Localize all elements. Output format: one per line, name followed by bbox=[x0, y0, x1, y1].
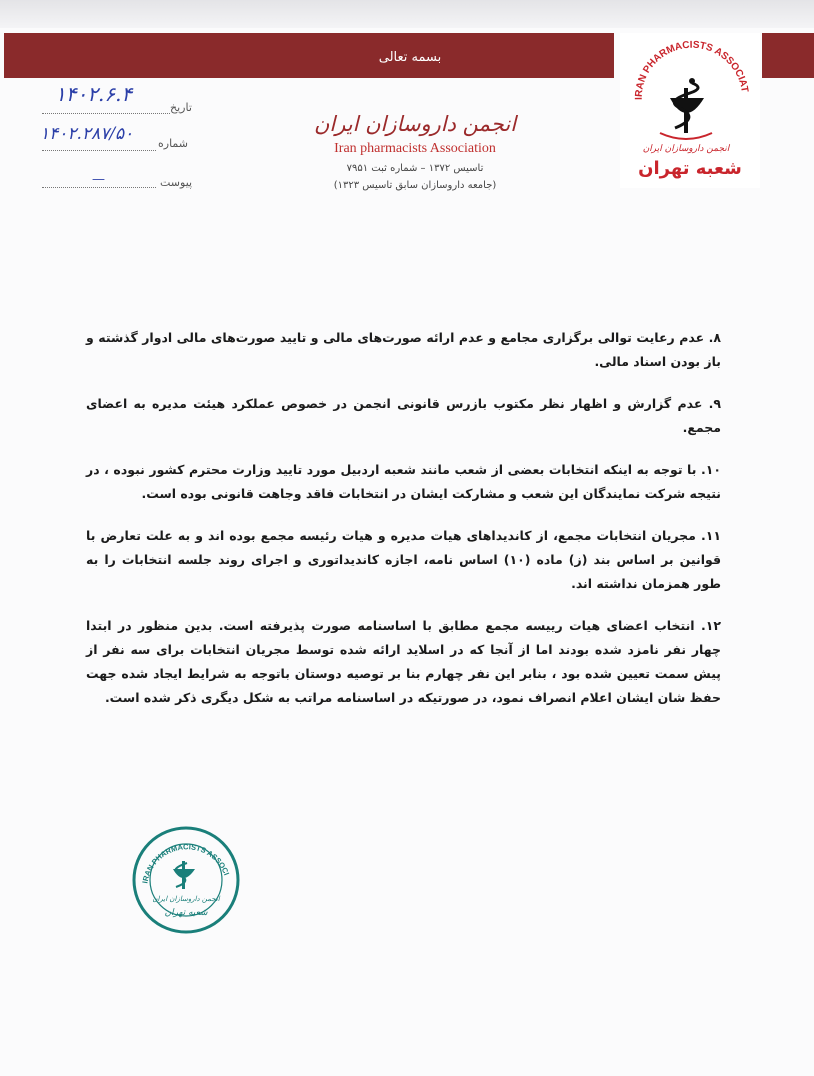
number-line bbox=[42, 150, 156, 151]
attachment-value: — bbox=[92, 172, 105, 187]
attachment-label: پیوست bbox=[160, 176, 193, 189]
stamp-branch-text: شعبه تهران bbox=[164, 908, 208, 918]
date-label: تاریخ bbox=[170, 101, 192, 114]
paragraph-9: ۹. عدم گزارش و اظهار نظر مکتوب بازرس قانونی انجمن در خصوص عملکرد هیئت مدیره به اعضای مجمع. bbox=[86, 396, 721, 435]
paragraph-12: ۱۲. انتخاب اعضای هیات رییسه مجمع مطابق با اساسنامه صورت پذیرفته است. بدین منظور در ابتدا چهار نفر نامزد شده بودند اما از آنجا که در اسلاید ارائه شده توسط مجریان انتخابات برای سه نفر از پیش سمت تعیین شده بود ، بنابر این نفر چهارم بنا بر توصیه دوستان باتوجه به شرایط ایجاد شده جهت حفظ شان ایشان اعلام انصراف نمود، در صورتیکه در اساسنامه مراتب به شکل دیگری ذکر شده است. bbox=[86, 618, 721, 705]
paragraph-8: ۸. عدم رعایت توالی برگزاری مجامع و عدم ارائه صورت‌های مالی و تایید صورت‌های مالی ادوار گذشته و باز بودن اسناد مالی. bbox=[86, 330, 721, 369]
date-value: ۱۴۰۲.۶.۴ bbox=[55, 82, 133, 106]
number-value: ۱۴۰۲.۲۸۷/۵۰ bbox=[40, 124, 134, 144]
logo-persian-name: انجمن داروسازان ایران bbox=[642, 144, 730, 154]
founded-line: تاسیس ۱۳۷۲ – شماره ثبت ۷۹۵۱ bbox=[346, 163, 484, 174]
branch-name: شعبه تهران bbox=[638, 158, 742, 179]
paragraph-10: ۱۰. با توجه به اینکه انتخابات بعضی از شعب مانند شعبه اردبیل مورد تایید وزارت محترم کشور نبوده ، در نتیجه شرکت نمایندگان این شعب و مشارکت ایشان در انتخابات فاقد وجاهت قانونی بوده است. bbox=[86, 462, 721, 501]
date-line bbox=[42, 113, 170, 114]
former-name-line: (جامعه داروسازان سابق تاسیس ۱۳۲۳) bbox=[333, 180, 497, 191]
scan-top-band bbox=[0, 0, 814, 28]
stamp-ring-text: IRAN PHARMACISTS ASSOCI bbox=[140, 842, 232, 885]
official-stamp bbox=[131, 825, 241, 935]
association-name-en: Iran pharmacists Association bbox=[334, 141, 496, 156]
stamp-inner-text: انجمن داروسازان ایران bbox=[152, 895, 220, 903]
basmala: بسمه تعالی bbox=[378, 50, 442, 65]
header-red-bar-right bbox=[762, 33, 814, 78]
logo-ring-text: IRAN PHARMACISTS ASSOCIAT bbox=[633, 39, 750, 101]
attachment-line bbox=[42, 187, 156, 188]
number-label: شماره bbox=[158, 137, 189, 150]
paragraph-11: ۱۱. مجریان انتخابات مجمع، از کاندیداهای هیات مدیره و هیات رئیسه مجمع بوده اند و به علت تعارض با قوانین بر اساس بند (ز) ماده (۱۰) اساس نامه، اجازه کاندیداتوری و اجرای روند جلسه انتخابات را به طور همزمان نداشته اند. bbox=[86, 528, 721, 591]
header-red-bar bbox=[4, 33, 614, 78]
association-name-fa: انجمن داروسازان ایران bbox=[313, 112, 517, 136]
caduceus-logo-icon bbox=[620, 33, 760, 158]
stamp-seal-icon bbox=[131, 825, 241, 935]
letter-body bbox=[86, 326, 721, 728]
